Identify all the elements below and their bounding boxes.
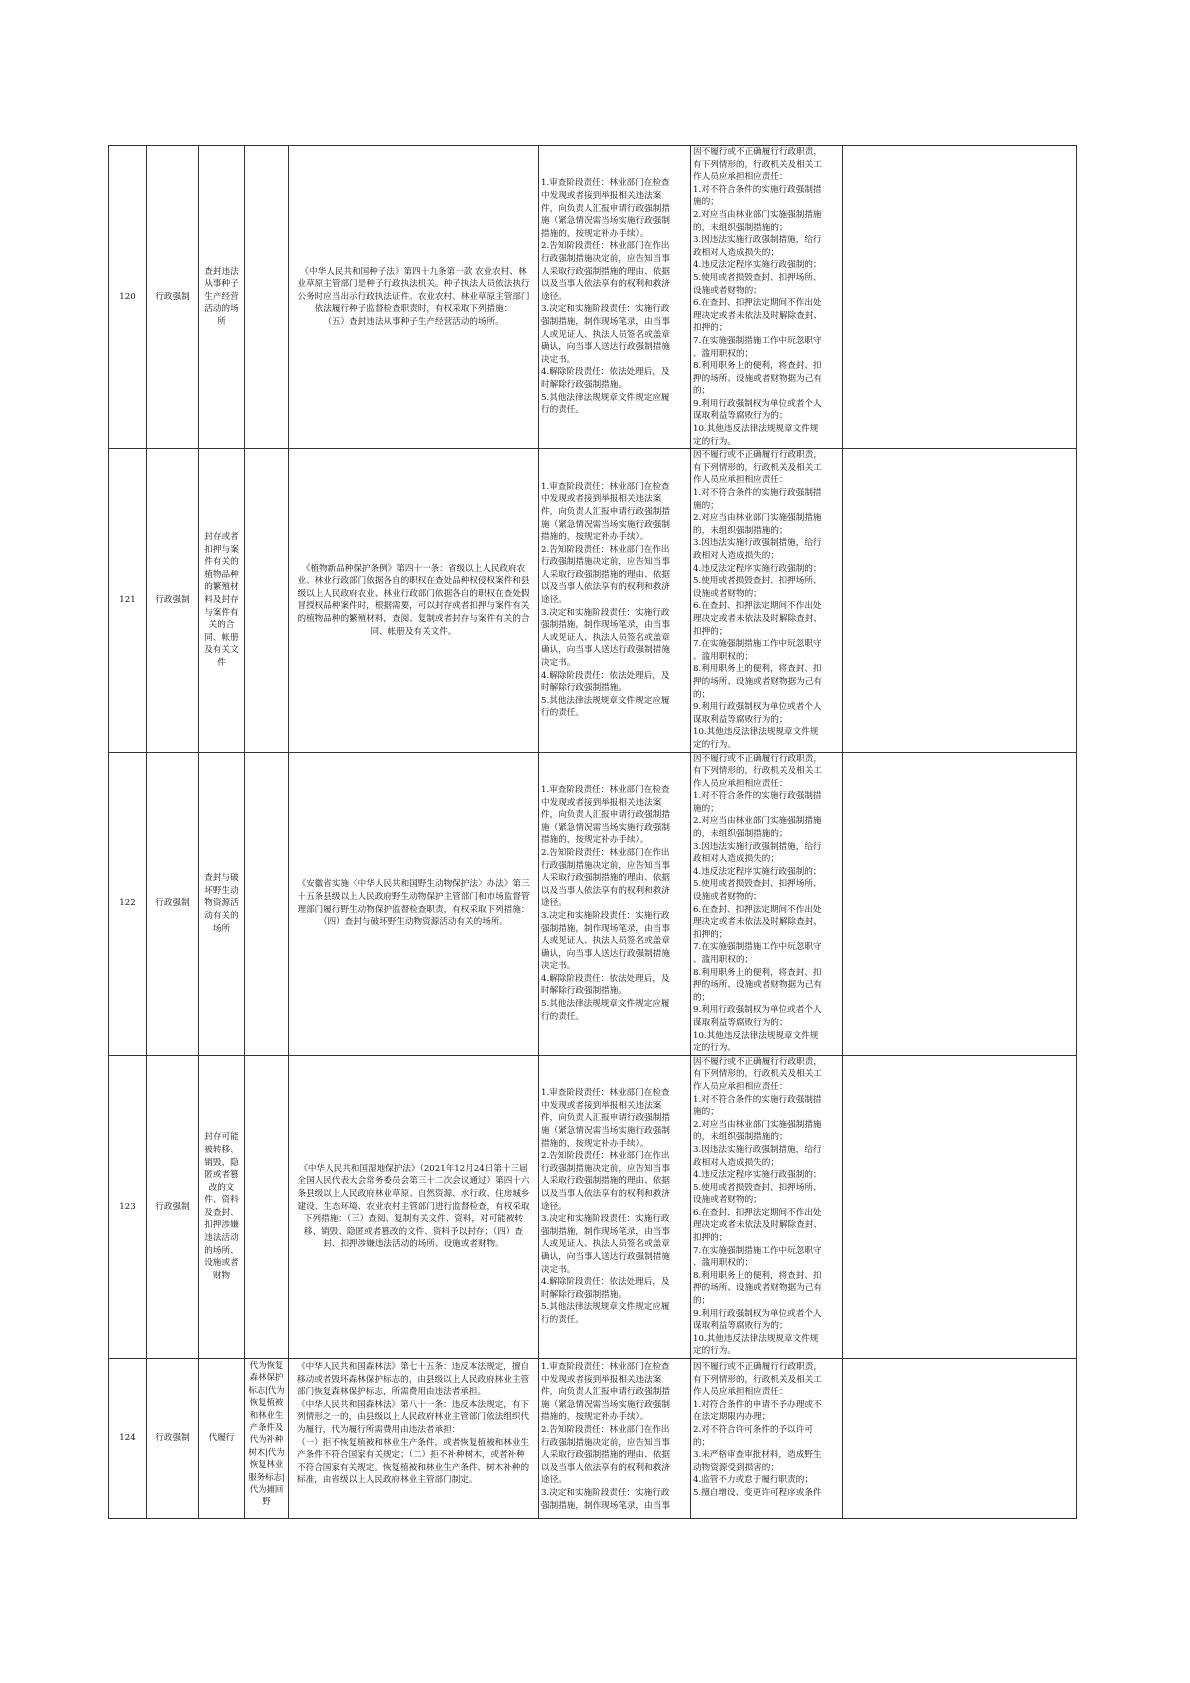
responsibility-line: 施（紧急情况需当场实施行政强制 [541, 822, 670, 833]
accountability-line: 谋取利益等腐败行为的； [693, 714, 788, 725]
responsibility-line: 以及当事人依法享有的权利和救济 [541, 1462, 670, 1473]
responsibility-cell [539, 449, 691, 752]
accountability-line: 7.在实施强制措施工作中玩忽职守 [693, 942, 822, 953]
row-number-cell: 122 [109, 752, 147, 1055]
accountability-line: 政相对人造成损失的； [693, 854, 779, 865]
responsibility-line: 措施的，按规定补办手续）。 [541, 228, 649, 239]
responsibility-cell [539, 1359, 691, 1519]
accountability-line: 作人员应承担相应责任： [693, 1387, 788, 1398]
accountability-line: 3.因违法实施行政强制措施，给行 [693, 235, 822, 246]
accountability-line: 在法定期限内办理； [693, 1412, 771, 1423]
power-item-cell: 查封违法从事种子生产经营活动的场所 [199, 146, 245, 449]
power-category-cell: 行政强制 [147, 146, 199, 449]
accountability-line: 押的场所、设施或者财物据为己有 [693, 373, 822, 384]
accountability-line: 因不履行或不正确履行行政职责， [693, 753, 822, 764]
accountability-line: 施的； [693, 197, 719, 208]
row-number-cell: 121 [109, 449, 147, 752]
power-item-cell: 查封与破坏野生动物资源活动有关的场所 [199, 752, 245, 1055]
responsibility-line: 确认，向当事人送达行政强制措施 [541, 645, 670, 656]
sub-item-cell [245, 449, 289, 752]
accountability-line: 9.利用行政强制权为单位或者个人 [693, 1005, 822, 1016]
responsibility-line: 件，向负责人汇报申请行政强制措 [541, 1387, 670, 1398]
responsibility-line: 施（紧急情况需当场实施行政强制 [541, 216, 670, 227]
responsibility-line: 途径。 [541, 898, 567, 909]
accountability-line: 、滥用职权的； [693, 955, 754, 965]
accountability-line: 有下列情形的，行政机关及相关工 [693, 1069, 822, 1080]
responsibility-line: 决定书。 [541, 658, 576, 669]
accountability-line: 3.因违法实施行政强制措施，给行 [693, 841, 822, 852]
responsibility-line: 决定书。 [541, 961, 576, 972]
accountability-line: 1.对不符合条件的实施行政强制措 [693, 791, 822, 802]
power-item-cell: 封存可能被转移、销毁、隐匿或者篡改的文件、资料及查封、扣押涉嫌违法活动的场所、设施或者财物 [199, 1055, 245, 1358]
responsibility-line: 1.审查阶段责任：林业部门在检查 [541, 178, 670, 189]
accountability-line: 、滥用职权的； [693, 348, 754, 359]
accountability-line: 6.在查封、扣押法定期间不作出处 [693, 601, 822, 612]
accountability-line: 理决定或者未依法及时解除查封、 [693, 310, 822, 321]
accountability-line: 理决定或者未依法及时解除查封、 [693, 917, 822, 928]
accountability-line: 8.利用职务上的便利，将查封、扣 [693, 967, 822, 978]
responsibility-line: 5.其他法律法规规章文件规定应履 [541, 392, 670, 403]
power-item-cell: 代履行 [199, 1359, 245, 1519]
responsibility-line: 措施的，按规定补办手续）。 [541, 1138, 649, 1149]
accountability-line: 作人员应承担相应责任： [693, 475, 788, 486]
accountability-line: 政相对人造成损失的； [693, 551, 779, 561]
accountability-line: 的，未组织强制措施的； [693, 222, 788, 233]
responsibility-line: 强制措施，制作现场笔录，由当事 [541, 620, 670, 631]
remarks-cell [843, 1055, 1077, 1358]
responsibility-line: 件，向负责人汇报申请行政强制措 [541, 506, 670, 517]
responsibility-line: 决定书。 [541, 1264, 576, 1275]
accountability-cell [691, 1359, 843, 1519]
accountability-line: 谋取利益等腐败行为的； [693, 1321, 788, 1332]
accountability-line: 因不履行或不正确履行行政职责， [693, 1362, 822, 1372]
accountability-line: 4.违反法定程序实施行政强制的； [693, 866, 822, 877]
row-number-cell: 120 [109, 146, 147, 449]
responsibility-line: 强制措施，制作现场笔录，由当事 [541, 317, 670, 328]
accountability-line: 动物资源受到损害的； [693, 1462, 779, 1473]
accountability-line: 3.因违法实施行政强制措施，给行 [693, 1144, 822, 1155]
accountability-line: 理决定或者未依法及时解除查封、 [693, 613, 822, 624]
responsibility-line: 确认，向当事人送达行政强制措施 [541, 948, 670, 959]
responsibility-line: 人采取行政强制措施的理由、依据 [541, 569, 670, 580]
accountability-line: 的，未组织强制措施的； [693, 1132, 788, 1143]
accountability-line: 2.对不符合许可条件的予以许可 [693, 1424, 813, 1435]
accountability-line: 因不履行或不正确履行行政职责， [693, 1056, 822, 1067]
accountability-line: 设施或者财物的； [693, 588, 762, 599]
responsibility-line: 件，向负责人汇报申请行政强制措 [541, 203, 670, 214]
accountability-line: 6.在查封、扣押法定期间不作出处 [693, 298, 822, 309]
accountability-cell [691, 752, 843, 1055]
responsibility-line: 决定书。 [541, 354, 576, 365]
responsibility-line: 人或见证人、执法人员签名或盖章 [541, 936, 670, 947]
responsibility-line: 时解除行政强制措施。 [541, 1289, 627, 1300]
legal-basis-cell [289, 449, 539, 752]
responsibility-line: 3.决定和实施阶段责任：实施行政 [541, 910, 670, 921]
accountability-line: 施的； [693, 803, 719, 814]
accountability-cell [691, 146, 843, 449]
responsibility-line: 2.告知阶段责任：林业部门在作出 [541, 544, 670, 555]
responsibility-line: 1.审查阶段责任：林业部门在检查 [541, 784, 670, 795]
responsibility-table [108, 145, 1077, 1519]
responsibility-line: 人采取行政强制措施的理由、依据 [541, 1176, 670, 1187]
responsibility-line: 措施的，按规定补办手续）。 [541, 835, 649, 846]
responsibility-line: 2.告知阶段责任：林业部门在作出 [541, 1151, 670, 1162]
responsibility-line: 施（紧急情况需当场实施行政强制 [541, 1126, 670, 1137]
responsibility-line: 3.决定和实施阶段责任：实施行政 [541, 1214, 670, 1225]
responsibility-line: 以及当事人依法享有的权利和救济 [541, 279, 670, 290]
table-body [109, 146, 1077, 1519]
responsibility-line: 4.解除阶段责任：依法处理后，及 [541, 1277, 670, 1288]
legal-basis-paragraph: 《中华人民共和国湿地保护法》（2021年12月24日第十三届全国人民代表大会常务委员会第三十二次会议通过）第四十六条县级以上人民政府林业草原、自然资源、水行政、住房城乡建设、生态环境、农业农村主管部门进行监督检查，有权采取下列措施：（三）查阅、复制有关文件、资料，对可能被转移、销毁、隐匿或者篡改的文件、资料予以封存；（四）查封、扣押涉嫌违法活动的场所、设施或者财物。 [297, 1163, 530, 1250]
accountability-line: 5.使用或者损毁查封、扣押场所、 [693, 1182, 822, 1193]
responsibility-line: 4.解除阶段责任：依法处理后，及 [541, 670, 670, 681]
accountability-line: 理决定或者未依法及时解除查封、 [693, 1220, 822, 1231]
accountability-line: 扣押的； [693, 626, 728, 637]
accountability-line: 押的场所、设施或者财物据为己有 [693, 980, 822, 991]
responsibility-line: 时解除行政强制措施。 [541, 379, 627, 390]
responsibility-line: 人或见证人、执法人员签名或盖章 [541, 329, 670, 340]
responsibility-line: 中发现或者接到举报相关违法案 [541, 494, 662, 505]
responsibility-line: 行的责任。 [541, 708, 584, 719]
responsibility-line: 途径。 [541, 1475, 567, 1486]
remarks-cell [843, 146, 1077, 449]
responsibility-line: 施（紧急情况需当场实施行政强制 [541, 519, 670, 530]
accountability-line: 的； [693, 386, 711, 397]
accountability-line: 设施或者财物的； [693, 285, 762, 296]
power-item-cell: 封存或者扣押与案件有关的植物品种的繁殖材料及封存与案件有关的合同、帐册及有关文件 [199, 449, 245, 752]
accountability-line: 5.擅自增设、变更许可程序或条件 [693, 1487, 822, 1498]
accountability-line: 8.利用职务上的便利，将查封、扣 [693, 1270, 822, 1281]
responsibility-line: 中发现或者接到举报相关违法案 [541, 191, 662, 202]
accountability-line: 7.在实施强制措施工作中玩忽职守 [693, 335, 822, 346]
accountability-line: 扣押的； [693, 323, 728, 334]
responsibility-line: 件，向负责人汇报申请行政强制措 [541, 810, 670, 821]
accountability-line: 4.违反法定程序实施行政强制的； [693, 563, 822, 574]
responsibility-line: 行的责任。 [541, 405, 584, 416]
accountability-line: 作人员应承担相应责任： [693, 778, 788, 789]
responsibility-line: 途径。 [541, 1201, 567, 1212]
accountability-line: 定的行为。 [693, 1346, 736, 1357]
accountability-line: 的，未组织强制措施的； [693, 525, 788, 536]
responsibility-line: 2.告知阶段责任：林业部门在作出 [541, 847, 670, 858]
responsibility-cell [539, 146, 691, 449]
legal-basis-cell [289, 1055, 539, 1358]
accountability-line: 施的； [693, 1107, 719, 1118]
accountability-line: 6.在查封、扣押法定期间不作出处 [693, 1207, 822, 1218]
responsibility-line: 行的责任。 [541, 1011, 584, 1022]
accountability-line: 有下列情形的，行政机关及相关工 [693, 1374, 822, 1385]
responsibility-line: 件，向负责人汇报申请行政强制措 [541, 1113, 670, 1124]
legal-basis-paragraph: （一）拒不恢复植被和林业生产条件，或者恢复植被和林业生产条件不符合国家有关规定；（二）拒不补种树木，或者补种不符合国家有关规定。恢复植被和林业生产条件、树木补种的标准，由省级以上人民政府林业主管部门制定。 [297, 1437, 530, 1486]
responsibility-line: 1.审查阶段责任：林业部门在检查 [541, 481, 670, 492]
accountability-line: 的，未组织强制措施的； [693, 829, 788, 840]
accountability-line: 3.因违法实施行政强制措施，给行 [693, 538, 822, 549]
table-row [109, 449, 1077, 752]
responsibility-line: 3.决定和实施阶段责任：实施行政 [541, 304, 670, 315]
accountability-cell [691, 1055, 843, 1358]
accountability-line: 作人员应承担相应责任： [693, 1081, 788, 1092]
accountability-line: 2.对应当由林业部门实施强制措施 [693, 209, 822, 220]
accountability-line: 的； [693, 992, 711, 1003]
power-category-cell: 行政强制 [147, 449, 199, 752]
accountability-line: 7.在实施强制措施工作中玩忽职守 [693, 639, 822, 650]
responsibility-line: 人或见证人、执法人员签名或盖章 [541, 1239, 670, 1250]
accountability-line: 6.在查封、扣押法定期间不作出处 [693, 904, 822, 915]
responsibility-line: 行政强制措施决定前，应告知当事 [541, 557, 670, 568]
accountability-line: 8.利用职务上的便利，将查封、扣 [693, 664, 822, 675]
responsibility-line: 以及当事人依法享有的权利和救济 [541, 582, 670, 593]
legal-basis-paragraph: 《中华人民共和国种子法》第四十九条第一款 农业农村、林业草原主管部门是种子行政执法机关。种子执法人员依法执行公务时应当出示行政执法证件。农业农村、林业草原主管部门依法履行种子监督检查职责时，有权采取下列措施： [297, 266, 530, 315]
responsibility-line: 确认，向当事人送达行政强制措施 [541, 342, 670, 353]
responsibility-line: 以及当事人依法享有的权利和救济 [541, 885, 670, 896]
accountability-line: 政相对人造成损失的； [693, 1157, 779, 1168]
accountability-line: 2.对应当由林业部门实施强制措施 [693, 513, 822, 524]
accountability-line: 1.对不符合条件的实施行政强制措 [693, 1094, 822, 1105]
accountability-line: 10.其他违反法律法规规章文件规 [693, 1030, 819, 1041]
accountability-line: 2.对应当由林业部门实施强制措施 [693, 1119, 822, 1130]
legal-basis-paragraph: （五）查封违法从事种子生产经营活动的场所。 [323, 317, 504, 328]
responsibility-line: 人或见证人、执法人员签名或盖章 [541, 632, 670, 643]
sub-item-cell: 代为恢复森林保护标志|代为恢复植被和林业生产条件及代为补种树木|代为恢复林业服务标志|代为捕回野 [245, 1359, 289, 1519]
accountability-line: 设施或者财物的； [693, 892, 762, 903]
legal-basis-cell [289, 752, 539, 1055]
responsibility-line: 5.其他法律法规规章文件规定应履 [541, 999, 670, 1010]
responsibility-line: 时解除行政强制措施。 [541, 986, 627, 997]
accountability-cell [691, 449, 843, 752]
remarks-cell [843, 1359, 1077, 1519]
responsibility-line: 5.其他法律法规规章文件规定应履 [541, 695, 670, 706]
accountability-line: 1.对符合条件的申请不予办理或不 [693, 1399, 822, 1410]
accountability-line: 、滥用职权的； [693, 651, 754, 662]
responsibility-line: 3.决定和实施阶段责任：实施行政 [541, 607, 670, 618]
accountability-line: 定的行为。 [693, 1043, 736, 1054]
accountability-line: 有下列情形的，行政机关及相关工 [693, 462, 822, 473]
accountability-line: 4.违反法定程序实施行政强制的； [693, 1170, 822, 1181]
responsibility-line: 途径。 [541, 291, 567, 302]
accountability-line: 4.监管不力或怠于履行职责的； [693, 1475, 813, 1486]
power-category-cell: 行政强制 [147, 752, 199, 1055]
accountability-line: 的； [693, 1437, 711, 1448]
responsibility-line: 行政强制措施决定前，应告知当事 [541, 1437, 670, 1448]
accountability-line: 10.其他违反法律法规规章文件规 [693, 727, 819, 738]
accountability-line: 有下列情形的，行政机关及相关工 [693, 766, 822, 777]
accountability-line: 扣押的； [693, 1233, 728, 1244]
legal-basis-paragraph: 《安徽省实施〈中华人民共和国野生动物保护法〉办法》第三十五条县级以上人民政府野生动物保护主管部门和市场监督管理部门履行野生动物保护监督检查职责，有权采取下列措施： [297, 879, 530, 915]
accountability-line: 押的场所、设施或者财物据为己有 [693, 1283, 822, 1294]
sub-item-cell [245, 1055, 289, 1358]
responsibility-table-sheet [108, 145, 1076, 1519]
responsibility-line: 4.解除阶段责任：依法处理后，及 [541, 367, 670, 378]
remarks-cell [843, 449, 1077, 752]
table-row [109, 1055, 1077, 1358]
accountability-line: 9.利用行政强制权为单位或者个人 [693, 702, 822, 713]
accountability-line: 定的行为。 [693, 436, 736, 447]
accountability-line: 谋取利益等腐败行为的； [693, 1017, 788, 1028]
accountability-line: 谋取利益等腐败行为的； [693, 411, 788, 422]
responsibility-line: 行政强制措施决定前，应告知当事 [541, 860, 670, 871]
responsibility-line: 行的责任。 [541, 1314, 584, 1325]
row-number-cell: 124 [109, 1359, 147, 1519]
responsibility-line: 人采取行政强制措施的理由、依据 [541, 266, 670, 277]
responsibility-line: 行政强制措施决定前，应告知当事 [541, 254, 670, 265]
legal-basis-paragraph: 《植物新品种保护条例》第四十一条：省级以上人民政府农业、林业行政部门依据各自的职权在查处品种权侵权案件和县级以上人民政府农业、林业行政部门依据各自的职权在查处假冒授权品种案件时，根据需要，可以封存或者扣押与案件有关的植物品种的繁殖材料，查阅、复制或者封存与案件有关的合同、帐册及有关文件。 [297, 563, 530, 637]
sub-item-cell [245, 752, 289, 1055]
responsibility-line: 措施的，按规定补办手续）。 [541, 1412, 649, 1423]
accountability-line: 扣押的； [693, 929, 728, 940]
responsibility-line: 中发现或者接到举报相关违法案 [541, 1374, 662, 1385]
accountability-line: 5.使用或者损毁查封、扣押场所、 [693, 272, 822, 283]
accountability-line: 作人员应承担相应责任： [693, 172, 788, 183]
accountability-line: 的； [693, 689, 711, 700]
accountability-line: 设施或者财物的； [693, 1195, 762, 1206]
accountability-line: 9.利用行政强制权为单位或者个人 [693, 1308, 822, 1319]
responsibility-line: 行政强制措施决定前，应告知当事 [541, 1163, 670, 1174]
legal-basis-paragraph: 《中华人民共和国森林法》第七十五条：违反本法规定，擅自移动或者毁坏森林保护标志的，由县级以上人民政府林业主管部门恢复森林保护标志，所需费用由违法者承担。 [297, 1362, 530, 1398]
legal-basis-paragraph: 《中华人民共和国森林法》第八十一条：违反本法规定，有下列情形之一的，由县级以上人民政府林业主管部门依法组织代为履行，代为履行所需费用由违法者承担： [297, 1399, 530, 1435]
accountability-line: 10.其他违反法律法规规章文件规 [693, 1333, 819, 1344]
accountability-line: 、滥用职权的； [693, 1258, 754, 1269]
responsibility-cell [539, 752, 691, 1055]
accountability-line: 押的场所、设施或者财物据为己有 [693, 676, 822, 687]
accountability-line: 因不履行或不正确履行行政职责， [693, 147, 822, 157]
responsibility-line: 3.决定和实施阶段责任：实施行政 [541, 1487, 670, 1498]
responsibility-line: 强制措施，制作现场笔录，由当事 [541, 1226, 670, 1237]
responsibility-line: 人采取行政强制措施的理由、依据 [541, 873, 670, 884]
responsibility-line: 2.告知阶段责任：林业部门在作出 [541, 241, 670, 252]
accountability-line: 施的； [693, 500, 719, 511]
accountability-line: 10.其他违反法律法规规章文件规 [693, 424, 819, 435]
responsibility-line: 施（紧急情况需当场实施行政强制 [541, 1399, 670, 1410]
accountability-line: 3.未严格审查审批材料，造成野生 [693, 1450, 822, 1461]
responsibility-line: 中发现或者接到举报相关违法案 [541, 797, 662, 808]
accountability-line: 4.违反法定程序实施行政强制的； [693, 260, 822, 271]
responsibility-line: 以及当事人依法享有的权利和救济 [541, 1188, 670, 1199]
responsibility-cell [539, 1055, 691, 1358]
power-category-cell: 行政强制 [147, 1055, 199, 1358]
accountability-line: 9.利用行政强制权为单位或者个人 [693, 398, 822, 409]
responsibility-line: 途径。 [541, 595, 567, 606]
responsibility-line: 4.解除阶段责任：依法处理后，及 [541, 973, 670, 984]
legal-basis-paragraph: （四）查封与破坏野生动物资源活动有关的场所。 [318, 917, 509, 928]
accountability-line: 定的行为。 [693, 739, 736, 750]
responsibility-line: 中发现或者接到举报相关违法案 [541, 1100, 662, 1111]
accountability-line: 7.在实施强制措施工作中玩忽职守 [693, 1245, 822, 1256]
accountability-line: 的； [693, 1296, 711, 1307]
table-row [109, 146, 1077, 449]
accountability-line: 5.使用或者损毁查封、扣押场所、 [693, 576, 822, 587]
legal-basis-cell [289, 146, 539, 449]
accountability-line: 因不履行或不正确履行行政职责， [693, 450, 822, 461]
responsibility-line: 确认，向当事人送达行政强制措施 [541, 1251, 670, 1262]
responsibility-line: 5.其他法律法规规章文件规定应履 [541, 1302, 670, 1313]
accountability-line: 1.对不符合条件的实施行政强制措 [693, 488, 822, 499]
accountability-line: 5.使用或者损毁查封、扣押场所、 [693, 879, 822, 890]
responsibility-line: 时解除行政强制措施。 [541, 683, 627, 694]
legal-basis-cell [289, 1359, 539, 1519]
table-row [109, 752, 1077, 1055]
accountability-line: 有下列情形的，行政机关及相关工 [693, 159, 822, 170]
responsibility-line: 措施的，按规定补办手续）。 [541, 532, 649, 543]
remarks-cell [843, 752, 1077, 1055]
accountability-line: 1.对不符合条件的实施行政强制措 [693, 184, 822, 195]
table-row [109, 1359, 1077, 1519]
responsibility-line: 1.审查阶段责任：林业部门在检查 [541, 1088, 670, 1099]
responsibility-line: 强制措施，制作现场笔录，由当事 [541, 1500, 670, 1511]
responsibility-line: 人采取行政强制措施的理由、依据 [541, 1450, 670, 1461]
power-category-cell: 行政强制 [147, 1359, 199, 1519]
accountability-line: 2.对应当由林业部门实施强制措施 [693, 816, 822, 827]
accountability-line: 政相对人造成损失的； [693, 247, 779, 258]
responsibility-line: 强制措施，制作现场笔录，由当事 [541, 923, 670, 934]
responsibility-line: 2.告知阶段责任：林业部门在作出 [541, 1424, 670, 1435]
row-number-cell: 123 [109, 1055, 147, 1358]
sub-item-cell [245, 146, 289, 449]
accountability-line: 8.利用职务上的便利，将查封、扣 [693, 361, 822, 372]
responsibility-line: 1.审查阶段责任：林业部门在检查 [541, 1362, 670, 1372]
